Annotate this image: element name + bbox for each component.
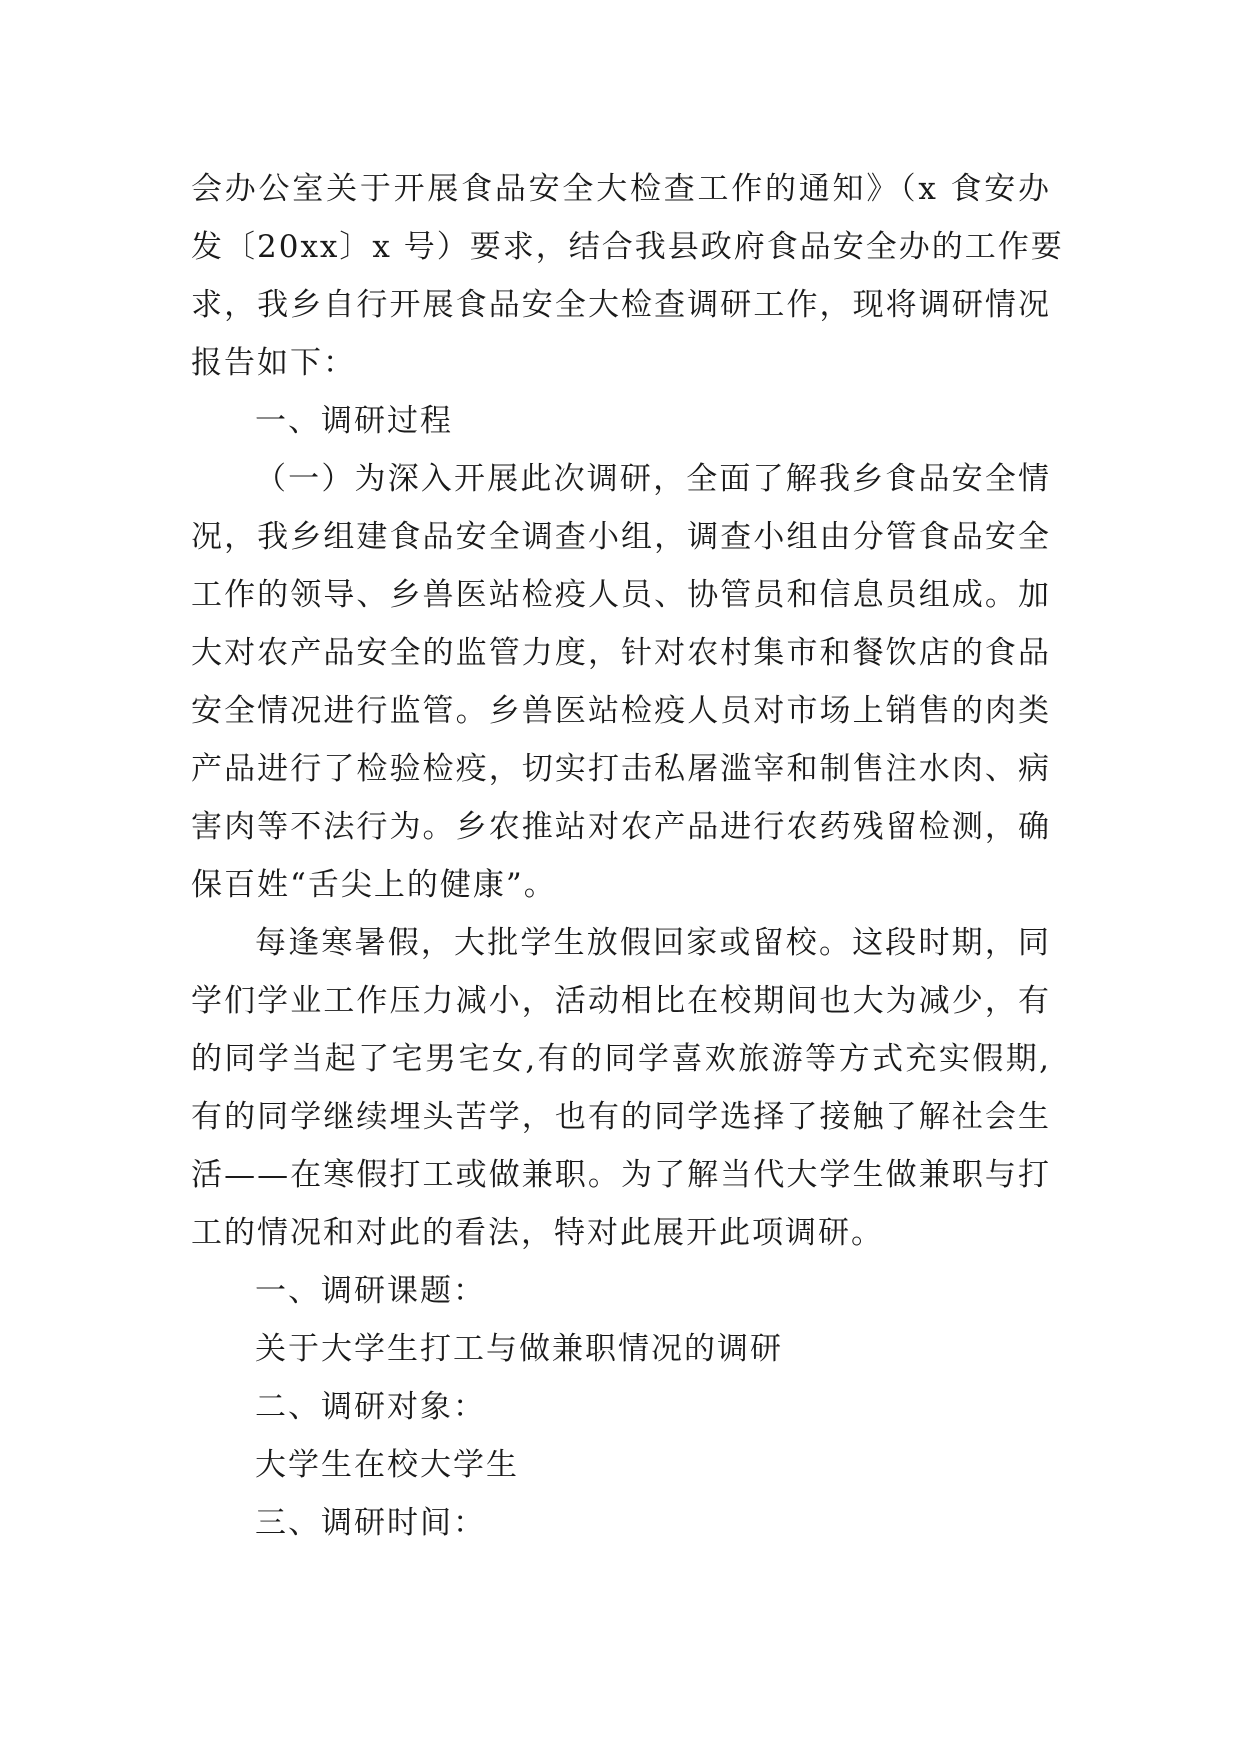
- paragraph-line: 大对农产品安全的监管力度，针对农村集市和餐饮店的食品: [191, 635, 1051, 671]
- section-heading: 一、调研课题：: [255, 1273, 486, 1309]
- paragraph-line: 的同学当起了宅男宅女,有的同学喜欢旅游等方式充实假期,: [191, 1041, 1051, 1077]
- paragraph-line: 产品进行了检验检疫，切实打击私屠滥宰和制售注水肉、病: [191, 751, 1051, 787]
- section-heading: 三、调研时间：: [255, 1505, 486, 1541]
- paragraph-line: 活——在寒假打工或做兼职。为了解当代大学生做兼职与打: [191, 1157, 1051, 1193]
- paragraph-line: 求，我乡自行开展食品安全大检查调研工作，现将调研情况: [191, 287, 1051, 323]
- paragraph-line: 报告如下：: [191, 345, 356, 381]
- paragraph-line: 大学生在校大学生: [255, 1447, 519, 1483]
- paragraph-line: 有的同学继续埋头苦学，也有的同学选择了接触了解社会生: [191, 1099, 1051, 1135]
- paragraph-line: 害肉等不法行为。乡农推站对农产品进行农药残留检测，确: [191, 809, 1051, 845]
- section-heading: 二、调研对象：: [255, 1389, 486, 1425]
- paragraph-line: 安全情况进行监管。乡兽医站检疫人员对市场上销售的肉类: [191, 693, 1051, 729]
- paragraph-line: 保百姓“舌尖上的健康”。: [191, 867, 557, 903]
- paragraph-line: 学们学业工作压力减小，活动相比在校期间也大为减少，有: [191, 983, 1051, 1019]
- paragraph-line: 关于大学生打工与做兼职情况的调研: [255, 1331, 783, 1367]
- paragraph-line: 况，我乡组建食品安全调查小组，调查小组由分管食品安全: [191, 519, 1051, 555]
- document-body: [191, 160, 1064, 1552]
- paragraph-line: （一）为深入开展此次调研，全面了解我乡食品安全情: [255, 461, 1051, 497]
- paragraph-line: 工作的领导、乡兽医站检疫人员、协管员和信息员组成。加: [191, 577, 1051, 613]
- paragraph-line: 发〔20xx〕x 号）要求，结合我县政府食品安全办的工作要: [191, 229, 1064, 265]
- paragraph-line: 会办公室关于开展食品安全大检查工作的通知》（x 食安办: [191, 171, 1051, 207]
- paragraph-line: 工的情况和对此的看法，特对此展开此项调研。: [191, 1215, 884, 1251]
- section-heading: 一、调研过程: [255, 403, 453, 439]
- paragraph-line: 每逢寒暑假，大批学生放假回家或留校。这段时期，同: [255, 925, 1051, 961]
